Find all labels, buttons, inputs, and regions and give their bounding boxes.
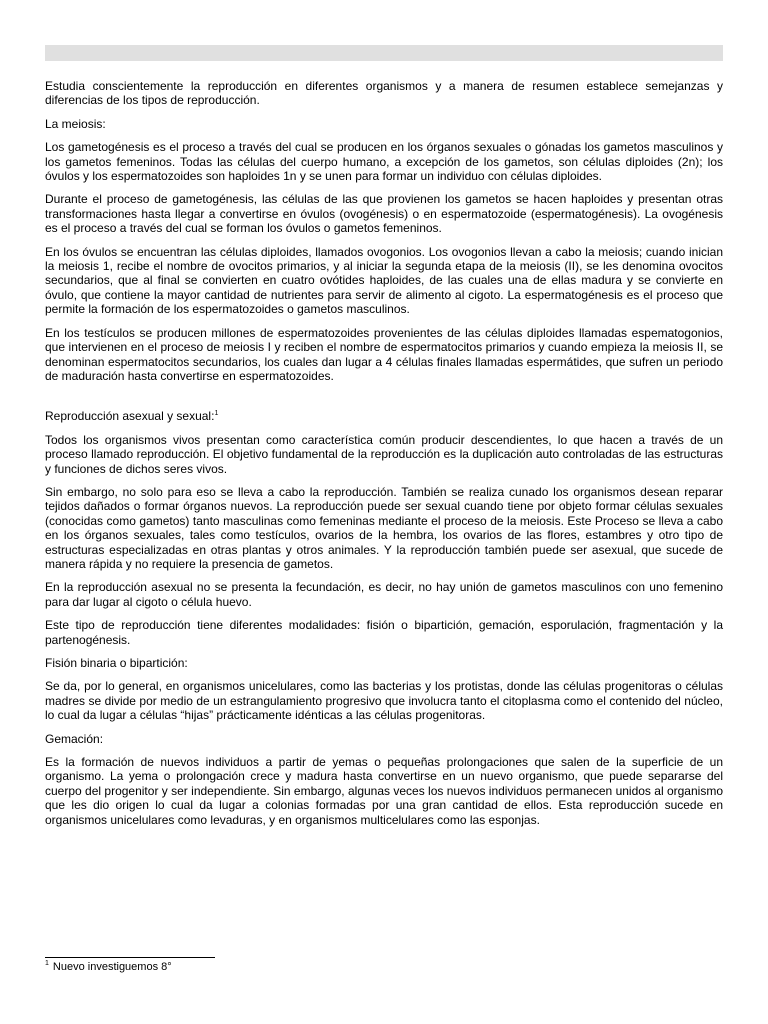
footnote-number: 1: [45, 960, 49, 968]
footnote: [45, 961, 445, 974]
meiosis-paragraph-3: En los óvulos se encuentran las células diploides, llamados ovogonios. Los ovogonios llevan a cabo la meiosis; cuando inician la meiosis 1, recibe el nombre de ovocitos primarios, y al iniciar la segunda etapa de la meiosis (II), se les denomina ovocitos secundarios, que al final se convierten en cuatro ovótides haploides, de las cuales una de ellas madura y se convierte en óvulo, que contiene la mayor cantidad de nutrientes para servir de alimento al cigoto. La espermatogénesis es el proceso que permite la formación de los espermatozoides o gametos masculinos.: [45, 244, 723, 317]
fision-heading: Fisión binaria o bipartición:: [45, 656, 188, 670]
footnote-reference: 1: [214, 410, 219, 418]
meiosis-paragraph-1: Los gametogénesis es el proceso a través del cual se producen en los órganos sexuales o gónadas los gametos masculinos y los gametos femeninos. Todas las células del cuerpo humano, a excepción de los gametos, son células diploides (2n); los óvulos y los espermatozoides son haploides 1n y se unen para formar un individuo con células diploides.: [45, 140, 723, 184]
meiosis-heading: La meiosis:: [45, 116, 106, 131]
reproduction-paragraph-4: Este tipo de reproducción tiene diferentes modalidades: fisión o bipartición, gemación, esporulación, fragmentación y la partenogénesis.: [45, 618, 723, 647]
fision-paragraph: Se da, por lo general, en organismos unicelulares, como las bacterias y los protistas, donde las células progenitoras o células madres se divide por medio de un estrangulamiento progresivo que involucra tanto el citoplasma como el contenido del núcleo, lo cual da lugar a células “hijas” prácticamente idénticas a las células progenitoras.: [45, 679, 723, 723]
footnote-divider: [45, 957, 215, 958]
reproduction-heading: [45, 409, 723, 423]
intro-paragraph: Estudia conscientemente la reproducción en diferentes organismos y a manera de resumen establece semejanzas y diferencias de los tipos de reproducción.: [45, 79, 723, 108]
reproduction-heading-text: Reproducción asexual y sexual:: [45, 409, 215, 424]
footnote-text: Nuevo investiguemos 8°: [52, 961, 172, 973]
reproduction-paragraph-3: En la reproducción asexual no se presenta la fecundación, es decir, no hay unión de gametos masculinos con uno femenino para dar lugar al cigoto o célula huevo.: [45, 580, 723, 609]
reproduction-paragraph-1: Todos los organismos vivos presentan como característica común producir descendientes, lo que hacen a través de un proceso llamado reproducción. El objetivo fundamental de la reproducción es la duplicación auto controladas de las estructuras y funciones de dichos seres vivos.: [45, 432, 723, 476]
meiosis-paragraph-4: En los testículos se producen millones de espermatozoides provenientes de las células diploides llamadas espematogonios, que intervienen en el proceso de meiosis I y reciben el nombre de espermatocitos primarios y cuando empieza la meiosis II, se denominan espermatocitos secundarios, los cuales dan lugar a 4 células finales llamadas espermátides, que sufren un periodo de maduración hasta convertirse en espermatozoides.: [45, 325, 723, 383]
meiosis-paragraph-2: Durante el proceso de gametogénesis, las células de las que provienen los gametos se hacen haploides y presentan otras transformaciones hasta llegar a convertirse en óvulos (ovogénesis) o en espermatozoide (espermatogénesis). La ovogénesis es el proceso a través del cual se forman los óvulos o gametos femeninos.: [45, 192, 723, 236]
gemacion-paragraph: Es la formación de nuevos individuos a partir de yemas o pequeñas prolongaciones que salen de la superficie de un organismo. La yema o prolongación crece y madura hasta convertirse en un nuevo organismo, que puede separarse del cuerpo del progenitor y ser independiente. Sin embargo, algunas veces los nuevos individuos permanecen unidos al organismo que les dio origen lo cual da lugar a colonias formadas por una gran cantidad de ellos. Esta reproducción sucede en organismos unicelulares como levaduras, y en organismos multicelulares como las esponjas.: [45, 755, 723, 827]
document-body: [45, 79, 723, 836]
reproduction-paragraph-2: Sin embargo, no solo para eso se lleva a cabo la reproducción. También se realiza cunado los organismos desean reparar tejidos dañados o formar órganos nuevos. La reproducción puede ser sexual cuando tiene por objeto formar células sexuales (conocidas como gametos) tanto masculinas como femeninas mediante el proceso de la meiosis. Este Proceso se lleva a cabo en los órganos sexuales, tales como testículos, ovarios de la hembra, los ovarios de las flores, estambres y otro tipo de estructuras especializadas en otras plantas y otros animales. Y la reproducción también puede ser asexual, que sucede de manera rápida y no requiere la presencia de gametos.: [45, 484, 723, 571]
gemacion-heading: Gemación:: [45, 731, 104, 746]
header-bar: [45, 45, 723, 61]
